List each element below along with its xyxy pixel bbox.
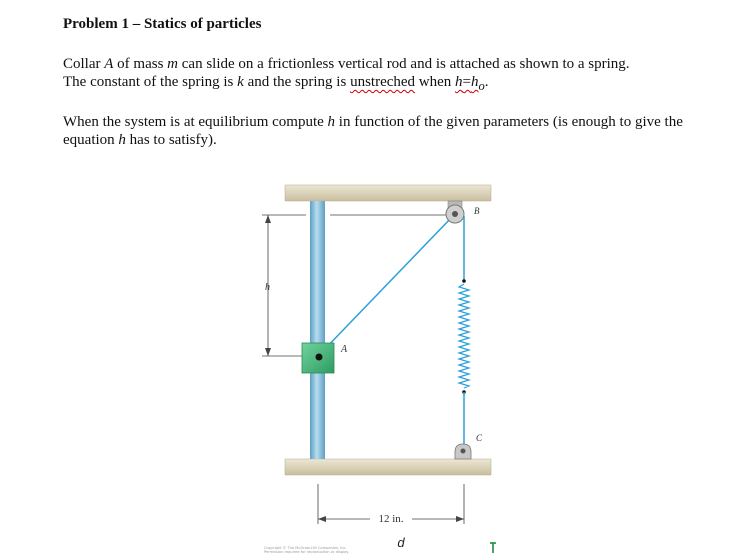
label-A: A — [341, 344, 348, 355]
symbol-h0: h — [471, 74, 479, 90]
dimension-arrow-right — [456, 516, 464, 522]
dimension-label: 12 in. — [378, 513, 404, 525]
text-cursor-icon — [490, 543, 496, 553]
anchor-C-pin — [461, 449, 466, 454]
statement-text: can slide on a frictionless vertical rod and is attached as shown to a spring. — [178, 56, 630, 72]
statement-text: and the spring is — [243, 74, 351, 90]
h-arrow-bottom — [265, 348, 271, 356]
misspelled-word: unstreched — [350, 74, 416, 90]
symbol-k: k — [237, 74, 244, 90]
copyright-line-1: Copyright © The McGraw-Hill Companies, Inc. — [264, 546, 347, 550]
symbol-h: h — [118, 132, 126, 148]
copyright-line-2: Permission required for reproduction or display. — [264, 550, 350, 554]
symbol-h: h — [455, 74, 463, 90]
spring-top-attachment — [462, 279, 466, 283]
handwritten-d: d — [397, 535, 405, 550]
subscript-o: o — [478, 79, 485, 93]
problem-title: Problem 1 – Statics of particles — [63, 16, 262, 32]
math-symbol: A — [104, 56, 114, 72]
question-text: When the system is at equilibrium compute — [63, 114, 328, 130]
question-text: has to satisfy). — [125, 132, 217, 148]
label-C: C — [476, 433, 483, 443]
statement-text: of mass — [113, 56, 168, 72]
dimension-arrow-left — [318, 516, 326, 522]
vertical-rod — [310, 201, 325, 459]
math-symbol: m — [167, 56, 179, 72]
statement-text: Collar — [63, 56, 105, 72]
spring — [459, 284, 469, 388]
top-support — [285, 185, 491, 201]
statement-text: . — [484, 74, 489, 90]
label-h: h — [265, 282, 270, 293]
question-text: in function of the given parameters (is enough to give the equation — [63, 114, 683, 148]
pulley-B-hub — [452, 211, 458, 217]
h-arrow-top — [265, 215, 271, 223]
statement-text: when — [415, 74, 456, 90]
symbol-h: h — [327, 114, 336, 130]
bottom-support — [285, 459, 491, 475]
statement-text: The constant of the spring is — [63, 74, 238, 90]
collar-pin — [316, 354, 323, 361]
cable — [321, 217, 452, 353]
equals-sign: = — [462, 74, 472, 90]
label-B: B — [474, 206, 480, 216]
